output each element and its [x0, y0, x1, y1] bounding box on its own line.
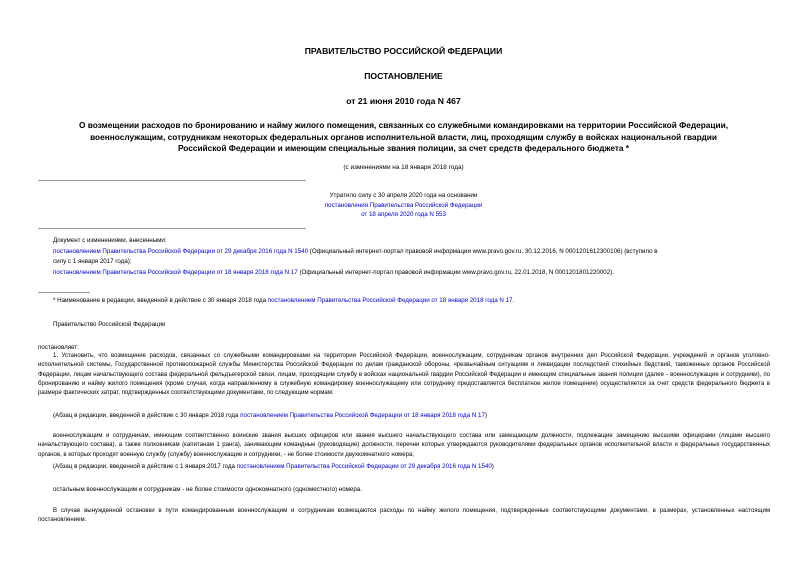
paragraph-2-note: (Абзац в редакции, введенной в действие с 1 января 2017 года постановлением Правительства Российской Федерации от 29 декабря 2016 года N 1540): [53, 463, 494, 470]
paragraph-1-note-link[interactable]: постановлением Правительства Российской Федерации от 18 января 2018 года N 17: [240, 412, 485, 419]
amendment-date: (с изменениями на 18 января 2018 года): [343, 164, 464, 171]
paragraph-4: В случае вынужденной остановки в пути командированным военнослужащим и сотрудникам возмещаются расходы по найму жилого помещения, подтвержденные соответствующими документами, в размерах, установленных настоящим постановлением.: [38, 508, 770, 524]
paragraph-1-note: (Абзац в редакции, введенной в действие с 30 января 2018 года постановлением Правительства Российской Федерации от 18 января 2018 года N 17): [53, 412, 487, 419]
void-resolution-date-link[interactable]: от 18 апреля 2020 года N 553: [361, 211, 446, 218]
document-title: [0, 120, 807, 155]
resolves-label: постановляет:: [38, 344, 79, 351]
government-subject: Правительство Российской Федерации: [53, 321, 166, 328]
paragraph-2-note-link[interactable]: постановлением Правительства Российской Федерации от 29 декабря 2016 года N 1540: [236, 463, 492, 470]
void-notice: [0, 191, 807, 220]
title-line-3: Российской Федерации и имеющим специальные звания полиции, за счет средств федерального бюджета *: [177, 143, 630, 153]
void-notice-text: Утратило силу с 30 апреля 2020 года на основании: [329, 192, 478, 199]
change-link-17[interactable]: постановлением Правительства Российской Федерации от 18 января 2018 года N 17: [53, 269, 298, 276]
government-header: ПРАВИТЕЛЬСТВО РОССИЙСКОЙ ФЕДЕРАЦИИ: [304, 46, 503, 56]
change-item-1-continued: силу с 1 января 2017 года);: [53, 258, 132, 265]
footnote-separator: [38, 292, 90, 293]
footnote: * Наименование в редакции, введенной в действие с 30 января 2018 года постановлением Правительства Российской Федерации от 18 января 2018 года N 17.: [53, 297, 515, 304]
title-line-2: военнослужащим, сотрудникам некоторых федеральных органов исполнительной власти, лиц, проходящим службу в войсках национальной гвардии: [90, 131, 717, 142]
document-type: ПОСТАНОВЛЕНИЕ: [364, 71, 443, 81]
paragraph-2: военнослужащим и сотрудникам, имеющим соответственно воинские звания высших офицеров или звания высшего начальствующего состава или замещающим должности, подлежащие замещению высшими офицерами (лицами высшего начальствующего состава), а также полковникам (капитанам 1 ранга), занимающим командные (руководящие) должности, перечни которых утверждаются руководителями федеральных органов исполнительной власти и федеральных государственных органов, в которых проходят военную службу (службу) военнослужащие и сотрудники, - не более стоимости двухкомнатного номера;: [38, 433, 770, 458]
document-date-number: от 21 июня 2010 года N 467: [346, 96, 461, 106]
footnote-link[interactable]: постановлением Правительства Российской Федерации от 18 января 2018 года N 17: [267, 297, 513, 304]
changes-intro: Документ с изменениями, внесенными:: [53, 237, 167, 244]
separator-line: [38, 228, 306, 229]
paragraph-3: остальным военнослужащим и сотрудникам - не более стоимости однокомнатного (одноместного) номера.: [53, 486, 362, 493]
separator-line: [38, 180, 306, 181]
title-line-1: О возмещении расходов по бронированию и найму жилого помещения, связанных со служебными командировками на территории Российской Федерации,: [78, 120, 729, 130]
paragraph-1: 1. Установить, что возмещение расходов, связанных со служебными командировками на территории Российской Федерации, военнослужащим, сотрудникам органов внутренних дел Российской Федерации, учреждений и органов уголовно-исполнительной системы, Государственной противопожарной службы Министерства Российской Федерации по делам гражданской обороны, чрезвычайным ситуациям и ликвидации последствий стихийных бедствий, таможенных органов Российской Федерации, лицам начальствующего состава федеральной фельдъегерской связи, лицам, проходящим службу в войсках национальной гвардии Российской Федерации и имеющим специальные звания полиции (далее - военнослужащие и сотрудники), по бронированию и найму жилого помещения (кроме случая, когда направленному в служебную командировку военнослужащему или сотруднику предоставляется бесплатное жилое помещение) осуществляется за счет средств федерального бюджета в размере фактических затрат, подтвержденных соответствующими документами, по следующим нормам:: [38, 353, 770, 397]
change-item-2: постановлением Правительства Российской Федерации от 18 января 2018 года N 17 (Официальный интернет-портал правовой информации www.pravo.gov.ru, 22.01.2018, N 0001201801220002).: [53, 269, 614, 276]
change-item-1: постановлением Правительства Российской Федерации от 29 декабря 2016 года N 1540 (Официальный интернет-портал правовой информации www.pravo.gov.ru, 30.12.2016, N 0001201612300106) (вступило в: [53, 248, 658, 255]
void-resolution-link[interactable]: постановления Правительства Российской Федерации: [324, 201, 483, 209]
change-link-1540[interactable]: постановлением Правительства Российской Федерации от 29 декабря 2016 года N 1540: [53, 248, 309, 255]
